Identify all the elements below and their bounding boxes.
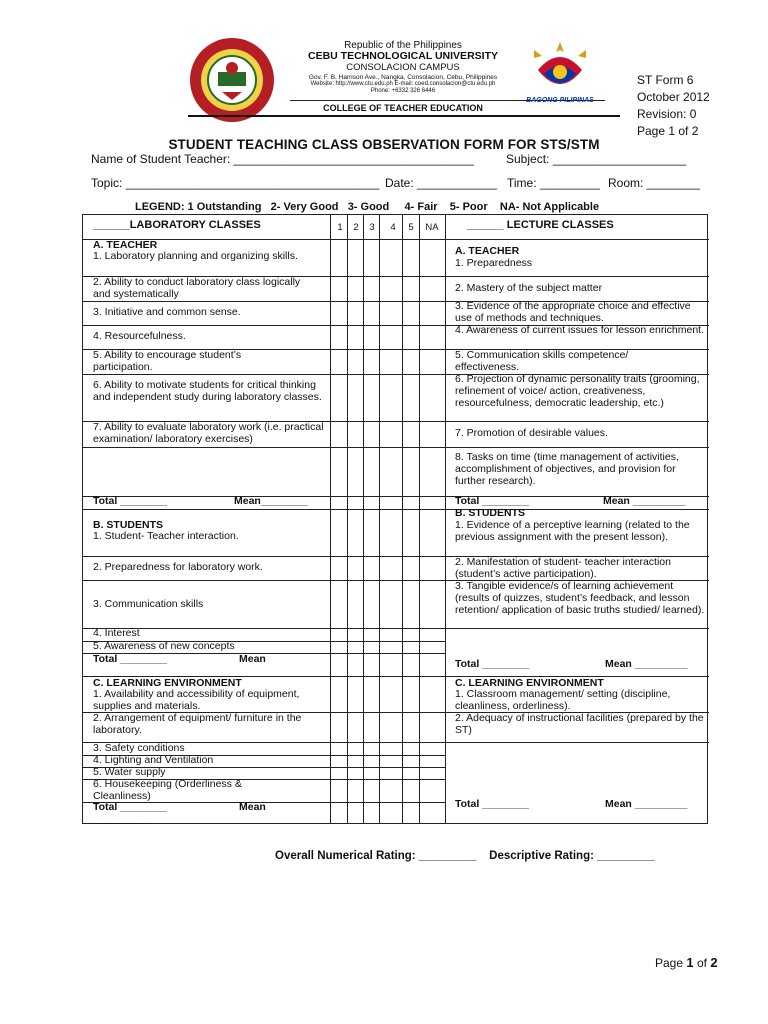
lecture-classes-header: ______ LECTURE CLASSES: [467, 219, 614, 231]
rating-col-5: 5: [408, 222, 414, 233]
lec-item: 5. Communication skills competence/ effectiveness.: [455, 349, 629, 373]
row-divider: [83, 447, 445, 448]
page-total: 2: [710, 955, 718, 970]
rating-col-4: 4: [390, 222, 396, 233]
lab-env-mean: Mean: [239, 801, 266, 813]
date-field[interactable]: Date: ____________: [385, 176, 498, 190]
rating-col-3: 3: [369, 222, 375, 233]
row-divider: [445, 447, 709, 448]
form-number: ST Form 6: [637, 73, 694, 87]
university-name: CEBU TECHNOLOGICAL UNIVERSITY: [308, 50, 498, 63]
lec-item: 7. Promotion of desirable values.: [455, 427, 608, 439]
lab-item: 1. Student- Teacher interaction.: [93, 530, 239, 542]
lec-env-heading: C. LEARNING ENVIRONMENT: [455, 677, 604, 689]
form-info: [637, 72, 710, 140]
col-divider: [347, 215, 348, 823]
row-divider: [445, 742, 709, 743]
lab-classes-header: ______LABORATORY CLASSES: [93, 219, 261, 231]
lab-env-total: Total ________: [93, 801, 167, 813]
col-divider: [445, 215, 446, 823]
lab-item: 3. Communication skills: [93, 598, 204, 610]
lec-item: 1. Classroom management/ setting (discipline, cleanliness, orderliness).: [455, 688, 671, 712]
form-page: Page 1 of 2: [637, 124, 699, 138]
form-date: October 2012: [637, 90, 710, 104]
lab-item: 5. Awareness of new concepts: [93, 640, 235, 652]
lec-teacher-mean: Mean _________: [603, 495, 686, 507]
lab-item: 2. Preparedness for laboratory work.: [93, 561, 263, 573]
page-of: of: [696, 956, 707, 970]
lec-item: 1. Preparedness: [455, 257, 533, 269]
row-divider: [445, 239, 709, 240]
rating-col-2: 2: [353, 222, 359, 233]
lec-students-heading: B. STUDENTS: [455, 507, 526, 519]
col-divider: [363, 215, 364, 823]
lab-item: 2. Arrangement of equipment/ furniture in the laboratory.: [93, 712, 302, 736]
lec-teacher-heading: A. TEACHER: [455, 245, 520, 257]
observation-table: [82, 214, 708, 824]
rating-legend: LEGEND: 1 Outstanding 2- Very Good 3- Good 4- Fair 5- Poor NA- Not Applicable: [135, 201, 600, 213]
contact-text: Website: http://www.ctu.edu.ph E-mail: coed.consolacion@ctu.edu.ph: [310, 80, 496, 87]
lab-env-mean-line: _________: [93, 813, 146, 825]
lab-item: 5. Ability to encourage student’s participation.: [93, 349, 242, 373]
time-field[interactable]: Time: _________: [507, 176, 600, 190]
col-divider: [379, 215, 380, 823]
lec-item: 3. Tangible evidence/s of learning achievement (results of quizzes, student’s feedback, and lesson retention/ application of basic truths studied/ learned).: [455, 580, 705, 616]
room-field[interactable]: Room: ________: [608, 176, 701, 190]
lec-item: 8. Tasks on time (time management of activities, accomplishment of objectives, and provision for further research).: [455, 451, 679, 487]
svg-text:BAGONG PILIPINAS: BAGONG PILIPINAS: [526, 97, 594, 104]
lec-env-total: Total ________: [455, 798, 529, 810]
row-divider: [445, 276, 709, 277]
col-divider: [330, 215, 331, 823]
lab-item: 4. Interest: [93, 627, 140, 639]
row-divider: [83, 556, 445, 557]
lab-item: 6. Housekeeping (Orderliness & Cleanliness): [93, 778, 242, 802]
lab-env-heading: C. LEARNING ENVIRONMENT: [93, 677, 242, 689]
republic-text: Republic of the Philippines: [344, 40, 462, 51]
bagong-pilipinas-logo: [520, 40, 600, 106]
col-divider: [402, 215, 403, 823]
lab-teacher-total: Total ________: [93, 495, 167, 507]
student-teacher-field[interactable]: Name of Student Teacher: ____________________________________: [91, 152, 474, 166]
university-header: [290, 40, 516, 94]
page-current: 1: [686, 955, 694, 970]
lab-item: 5. Water supply: [93, 766, 166, 778]
lab-item: 6. Ability to motivate students for critical thinking and independent study during laboratory classes.: [93, 379, 322, 403]
lec-students-total: Total ________: [455, 658, 529, 670]
overall-rating: Overall Numerical Rating: _________ Descriptive Rating: _________: [275, 850, 655, 862]
subject-field[interactable]: Subject: ____________________: [506, 152, 687, 166]
page-number: [655, 955, 718, 970]
form-revision: Revision: 0: [637, 107, 697, 121]
lab-item: 4. Resourcefulness.: [93, 330, 186, 342]
lab-item: 1. Availability and accessibility of equipment, supplies and materials.: [93, 688, 300, 712]
page-label: Page: [655, 956, 684, 970]
lec-item: 1. Evidence of a perceptive learning (related to the previous assignment with the present lesson).: [455, 519, 690, 543]
header-underline: [188, 115, 620, 117]
lab-item: 4. Lighting and Ventilation: [93, 754, 214, 766]
lec-item: 3. Evidence of the appropriate choice and effective use of methods and techniques.: [455, 300, 691, 324]
lec-item: 6. Projection of dynamic personality traits (grooming, refinement of voice/ action, creativeness, resourcefulness, democratic leadership, etc.): [455, 373, 700, 409]
lab-students-total: Total ________: [93, 653, 167, 665]
lec-item: 4. Awareness of current issues for lesson enrichment.: [455, 324, 705, 336]
lab-teacher-heading: A. TEACHER: [93, 239, 158, 251]
rating-col-1: 1: [337, 222, 343, 233]
lab-item: 3. Initiative and common sense.: [93, 306, 241, 318]
row-divider: [83, 509, 445, 510]
row-divider: [445, 628, 709, 629]
lec-teacher-total: Total ________: [455, 495, 529, 507]
lec-env-mean: Mean _________: [605, 798, 688, 810]
lab-students-mean: Mean: [239, 653, 266, 665]
lab-item: 3. Safety conditions: [93, 742, 185, 754]
address-text: Gov. F. B. Harrison Ave., Nangka, Consolacion, Cebu, Philippines: [308, 73, 498, 81]
rating-col-na: NA: [425, 222, 439, 233]
lab-item: 1. Laboratory planning and organizing skills.: [93, 250, 298, 262]
lab-students-heading: B. STUDENTS: [93, 519, 164, 531]
campus-name: CONSOLACION CAMPUS: [346, 61, 460, 73]
row-divider: [83, 374, 445, 375]
lab-teacher-mean: Mean________: [234, 495, 308, 507]
university-seal-logo: [188, 36, 276, 124]
lec-item: 2. Mastery of the subject matter: [455, 282, 603, 294]
college-name: COLLEGE OF TEACHER EDUCATION: [323, 103, 483, 113]
lab-item: 7. Ability to evaluate laboratory work (i.e. practical examination/ laboratory exercises): [93, 421, 324, 445]
row-divider: [445, 421, 709, 422]
col-divider: [419, 215, 420, 823]
row-divider: [83, 580, 445, 581]
row-divider: [83, 325, 445, 326]
form-title: STUDENT TEACHING CLASS OBSERVATION FORM FOR STS/STM: [168, 137, 600, 152]
topic-field[interactable]: Topic: ______________________________________: [91, 176, 380, 190]
phone-text: Phone: +6332 326 6446: [370, 87, 436, 94]
lec-item: 2. Manifestation of student- teacher interaction (student’s active participation).: [455, 556, 671, 580]
row-divider: [83, 301, 445, 302]
lab-item: 2. Ability to conduct laboratory class logically and systematically: [93, 276, 301, 300]
lec-students-mean: Mean _________: [605, 658, 688, 670]
lec-item: 2. Adequacy of instructional facilities (prepared by the ST): [455, 712, 704, 736]
